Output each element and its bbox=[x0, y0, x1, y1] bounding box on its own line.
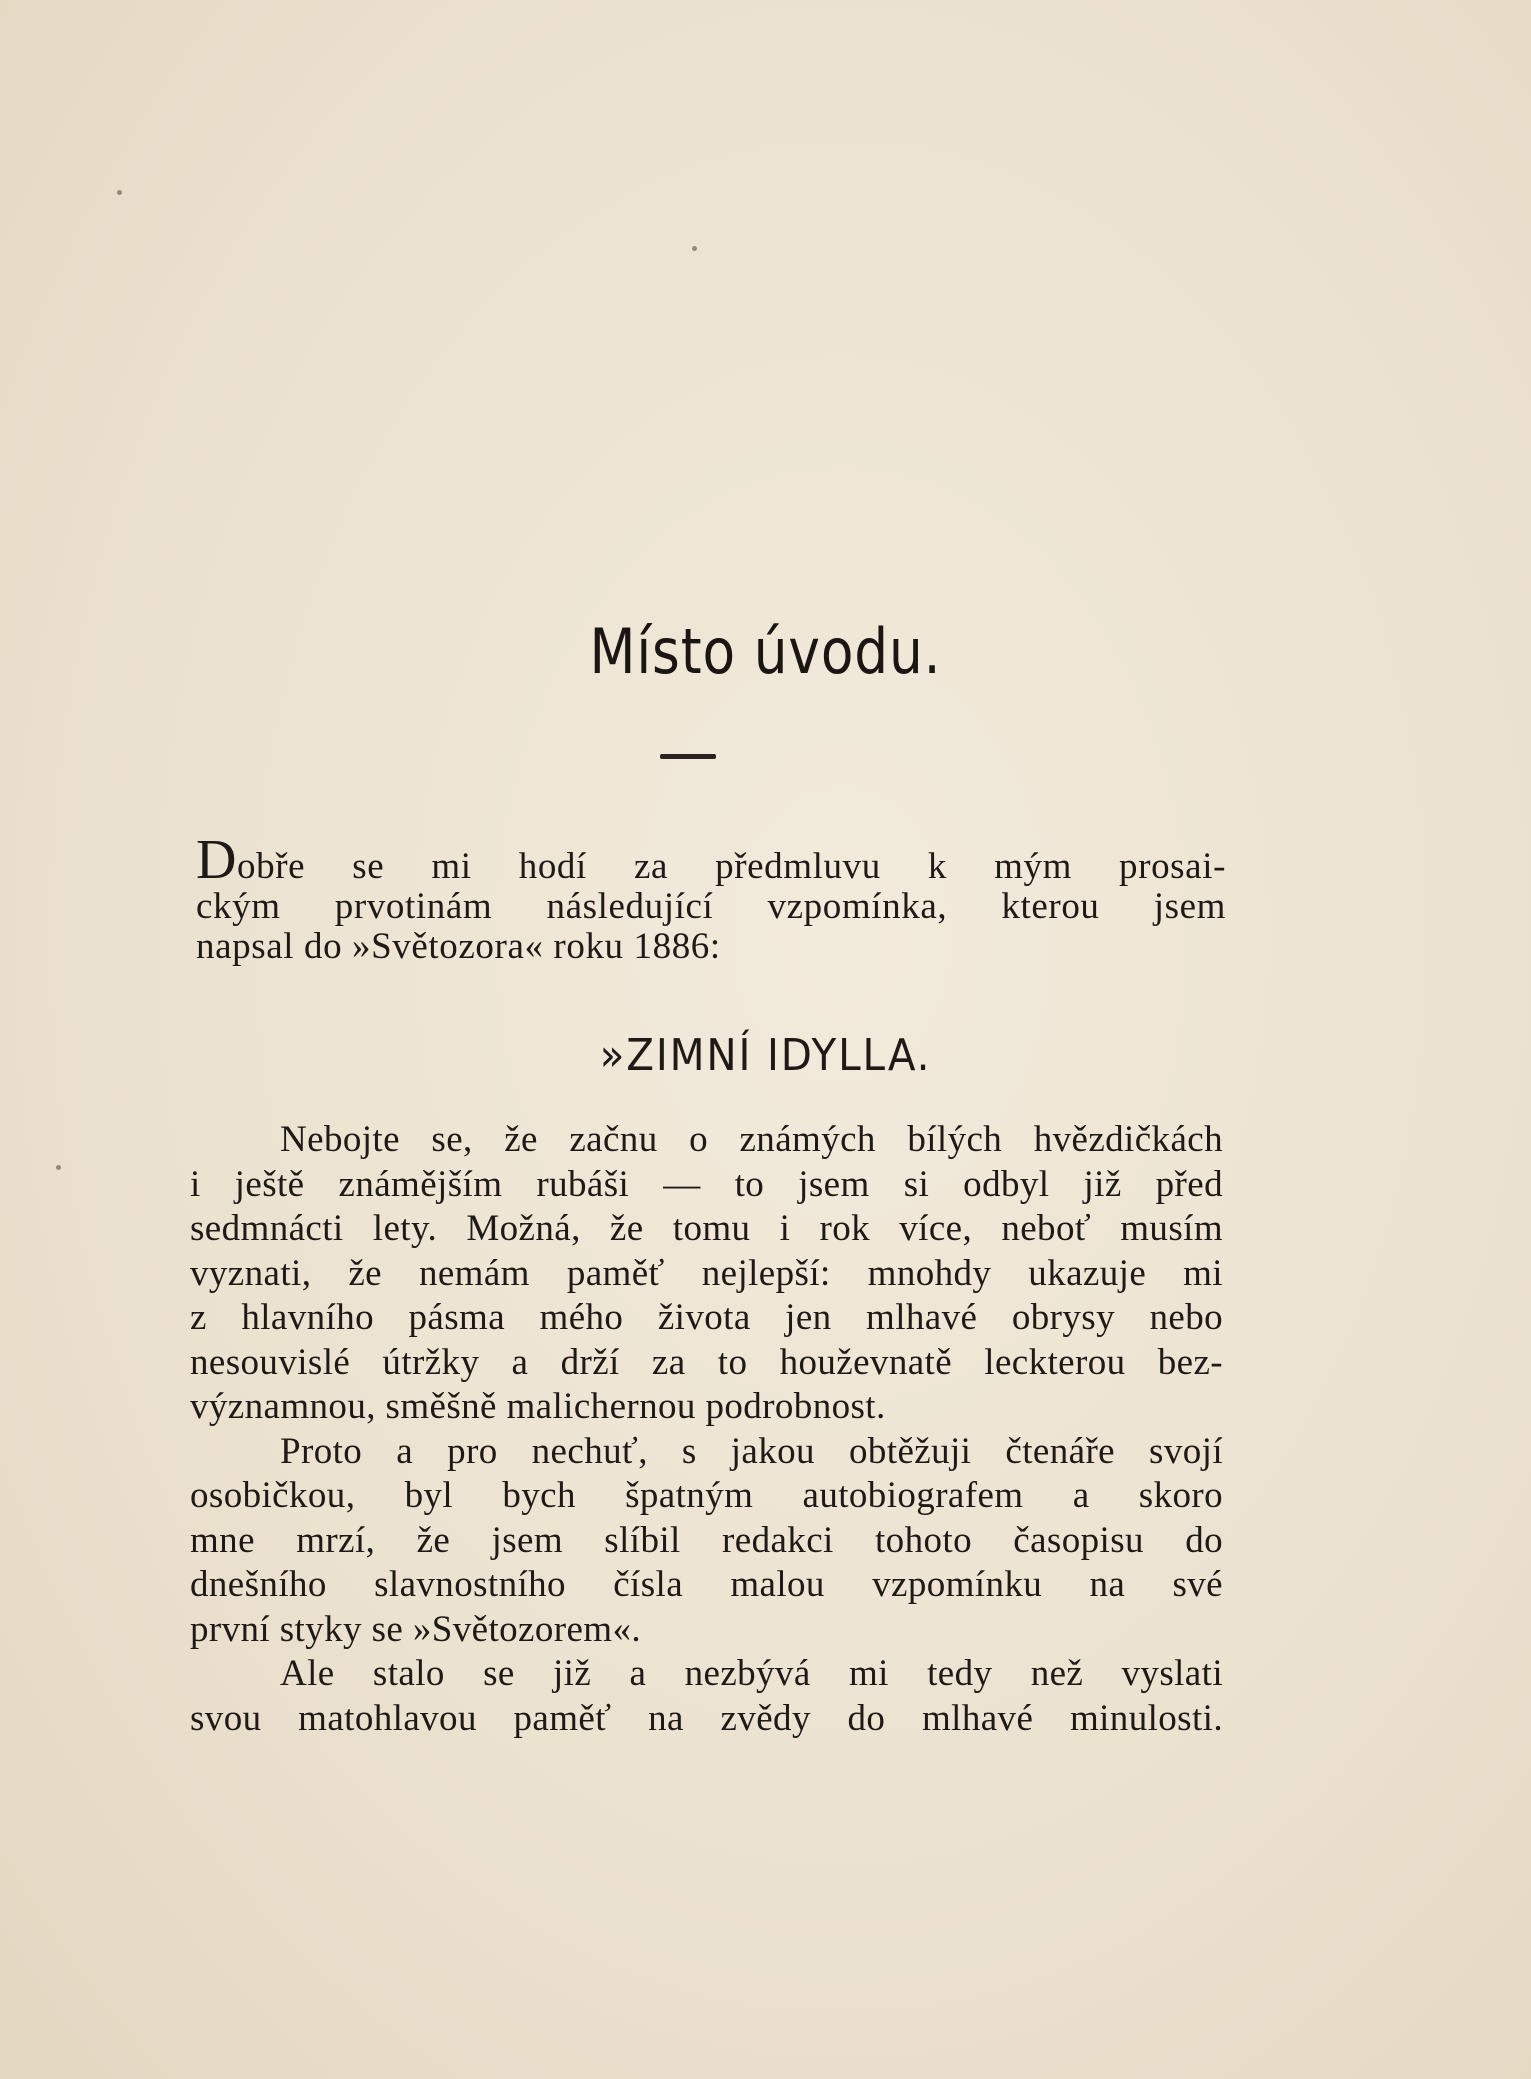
body-line: Proto a pro nechuť, s jakou obtěžuji čtenáře svojí bbox=[280, 1430, 1223, 1472]
body-line: svou matohlavou paměť na zvědy do mlhavé minulosti. bbox=[190, 1697, 1223, 1739]
body-line: první styky se »Světozorem«. bbox=[190, 1608, 642, 1650]
intro-line-3: napsal do »Světozora« roku 1886: bbox=[196, 926, 721, 967]
intro-line-1 bbox=[196, 829, 1226, 891]
body-line: osobičkou, byl bych špatným autobiografem a skoro bbox=[190, 1475, 1223, 1516]
body-line: vyznati, že nemám paměť nejlepší: mnohdy ukazuje mi bbox=[190, 1252, 1223, 1294]
body-line: mne mrzí, že jsem slíbil redakci tohoto časopisu do bbox=[190, 1519, 1223, 1561]
body-line: z hlavního pásma mého života jen mlhavé obrysy nebo bbox=[190, 1297, 1223, 1338]
section-heading: »ZIMNÍ IDYLLA. bbox=[599, 1030, 932, 1081]
body-line: i ještě známějším rubáši — to jsem si odbyl již před bbox=[190, 1163, 1223, 1205]
intro-line-2: ckým prvotinám následující vzpomínka, kterou jsem bbox=[196, 886, 1226, 927]
paper-speck bbox=[56, 1165, 61, 1170]
paper-speck bbox=[692, 246, 697, 251]
page-title: Místo úvodu. bbox=[589, 615, 942, 688]
body-line: sedmnácti lety. Možná, že tomu i rok více, neboť musím bbox=[190, 1208, 1223, 1249]
paper-speck bbox=[117, 190, 122, 195]
intro-paragraph bbox=[196, 829, 1226, 967]
body-line: nesouvislé útržky a drží za to houževnatě leckterou bez- bbox=[190, 1341, 1223, 1383]
body-line: významnou, směšně malichernou podrobnost. bbox=[190, 1386, 886, 1427]
title-divider bbox=[660, 754, 716, 759]
drop-cap: D bbox=[196, 829, 238, 891]
body-text bbox=[190, 1118, 1223, 1741]
body-line: dnešního slavnostního čísla malou vzpomínku na své bbox=[190, 1564, 1223, 1605]
intro-line-text: obře se mi hodí za předmluvu k mým prosai- bbox=[237, 846, 1226, 887]
body-line: Ale stalo se již a nezbývá mi tedy než vyslati bbox=[280, 1653, 1223, 1694]
body-line: Nebojte se, že začnu o známých bílých hvězdičkách bbox=[280, 1119, 1223, 1160]
